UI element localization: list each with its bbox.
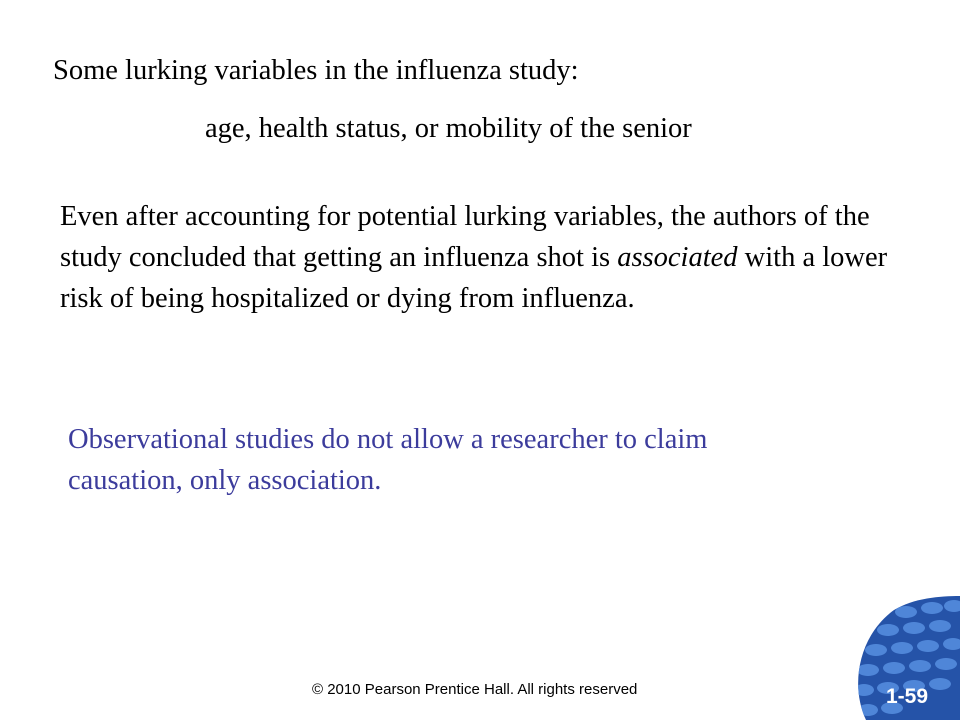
slide-number: 1-59 [886, 685, 929, 708]
body-paragraph-emphasis: associated [617, 242, 738, 273]
body-paragraph-start: Even after accounting for potential lurking variables, the authors of the study concluded that getting an influenza shot is [60, 201, 870, 273]
body-paragraph [60, 196, 895, 319]
conclusion-text: Observational studies do not allow a researcher to claim causation, only association. [68, 424, 708, 496]
slide-subheading: age, health status, or mobility of the senior [205, 113, 692, 144]
copyright-footer: © 2010 Pearson Prentice Hall. All rights reserved [312, 681, 638, 698]
body-paragraph-end: with a lower risk of being hospitalized or dying from influenza. [60, 242, 888, 314]
slide-heading: Some lurking variables in the influenza study: [53, 55, 579, 86]
